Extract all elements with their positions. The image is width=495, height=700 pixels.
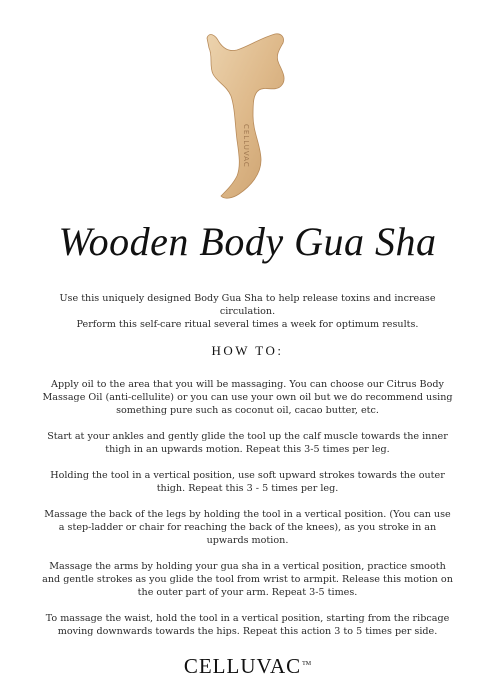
- brand-name: CELLUVAC: [183, 654, 302, 678]
- brand-logo: [0, 654, 495, 679]
- trademark-mark: TM: [302, 661, 312, 667]
- instruction-step: Holding the tool in a vertical position, use soft upward strokes towards the outer thigh. Repeat this 3 - 5 times per leg.: [50, 470, 445, 494]
- instruction-steps: [40, 378, 455, 651]
- gua-sha-tool-image: [195, 28, 300, 208]
- intro-line: Perform this self-care ritual several times a week for optimum results.: [76, 319, 419, 330]
- intro-text: [40, 292, 455, 331]
- intro-line: Use this uniquely designed Body Gua Sha to help release toxins and increase circulation.: [59, 293, 436, 317]
- instruction-step: Massage the arms by holding your gua sha in a vertical position, practice smooth and gentle strokes as you glide the tool from wrist to armpit. Release this motion on the outer part of your arm. Repeat 3-5 times.: [42, 561, 453, 598]
- instruction-step: Start at your ankles and gently glide the tool up the calf muscle towards the inner thigh in an upwards motion. Repeat this 3-5 times per leg.: [47, 431, 448, 455]
- tool-engraving: CELLUVAC: [242, 124, 250, 168]
- instruction-step: To massage the waist, hold the tool in a vertical position, starting from the ribcage moving downwards towards the hips. Repeat this action 3 to 5 times per side.: [45, 613, 450, 637]
- instruction-step: Apply oil to the area that you will be massaging. You can choose our Citrus Body Massage Oil (anti-cellulite) or you can use your own oil but we do recommend using something pure such as coconut oil, cacao butter, etc.: [42, 379, 453, 416]
- page-title: Wooden Body Gua Sha: [58, 219, 437, 264]
- instruction-step: Massage the back of the legs by holding the tool in a vertical position. (You can use a step-ladder or chair for reaching the back of the knees), as you stroke in an upwards motion.: [44, 509, 451, 546]
- how-to-heading: HOW TO:: [211, 343, 284, 358]
